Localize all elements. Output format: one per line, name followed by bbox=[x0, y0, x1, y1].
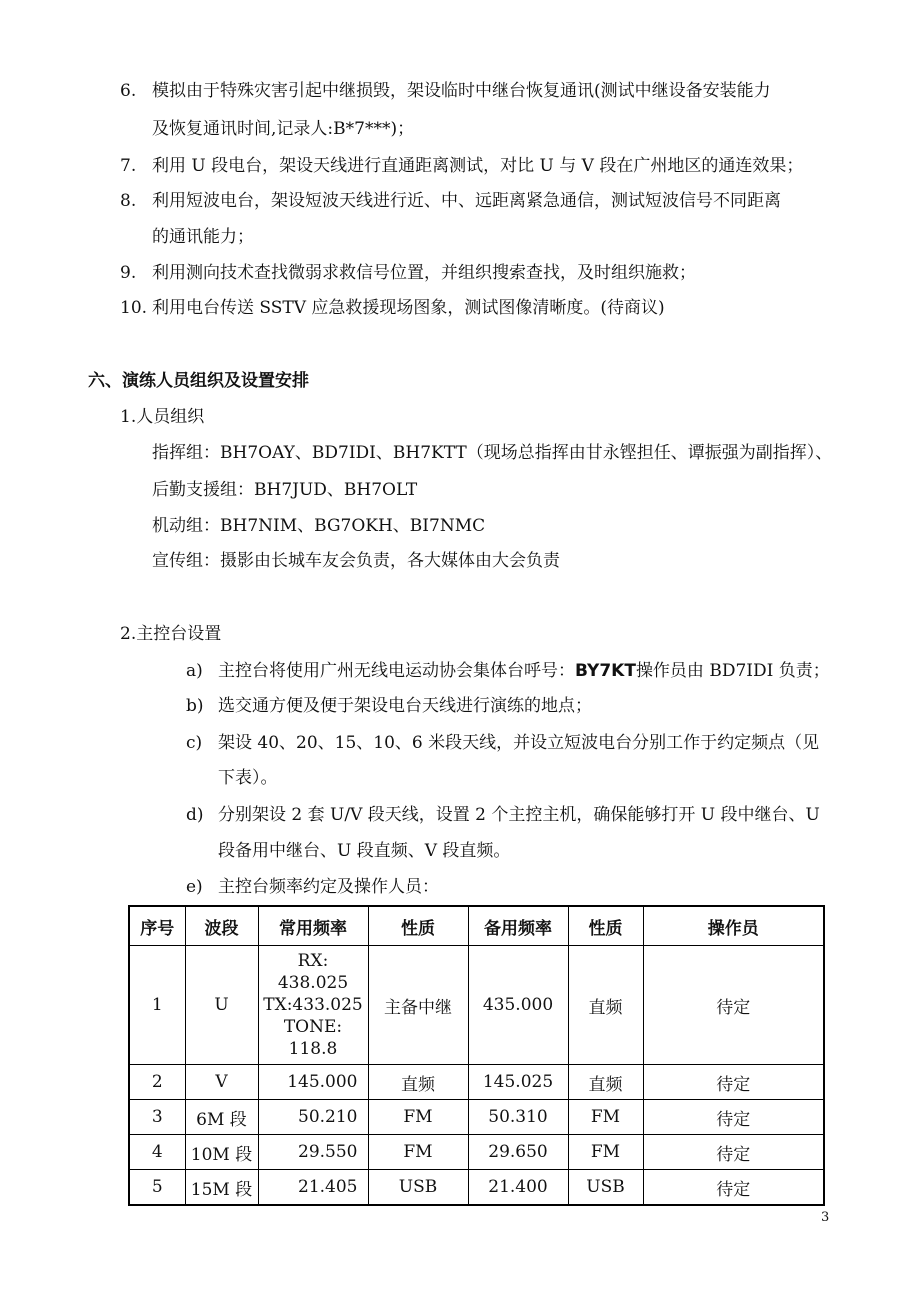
cell-no: 3 bbox=[129, 1100, 185, 1135]
item-label-b: b) bbox=[186, 696, 204, 716]
cell-backup-freq: 29.650 bbox=[468, 1135, 568, 1170]
freq-line: TONE: bbox=[283, 1017, 343, 1037]
cell-operator: 待定 bbox=[643, 1100, 824, 1135]
cell-backup-freq: 435.000 bbox=[468, 946, 568, 1065]
list-item-number: 9. bbox=[120, 263, 137, 283]
personnel-line-mobile: 机动组：BH7NIM、BG7OKH、BI7NMC bbox=[152, 516, 486, 536]
table-row bbox=[129, 1065, 824, 1100]
cell-nature: USB bbox=[368, 1170, 468, 1206]
header-nature-2: 性质 bbox=[568, 906, 643, 946]
freq-line: 118.8 bbox=[288, 1039, 338, 1059]
list-item-text: 利用测向技术查找微弱求救信号位置，并组织搜索查找，及时组织施救； bbox=[152, 263, 696, 283]
table-row bbox=[129, 1170, 824, 1206]
cell-nature-2: USB bbox=[568, 1170, 643, 1206]
item-a-text-before: 主控台将使用广州无线电运动协会集体台呼号： bbox=[218, 661, 575, 681]
table-header-row bbox=[129, 906, 824, 946]
table-row bbox=[129, 1100, 824, 1135]
item-label-d: d) bbox=[186, 805, 204, 825]
personnel-line-logistics: 后勤支援组：BH7JUD、BH7OLT bbox=[152, 480, 418, 500]
cell-nature-2: FM bbox=[568, 1135, 643, 1170]
cell-operator: 待定 bbox=[643, 1135, 824, 1170]
cell-operator: 待定 bbox=[643, 1170, 824, 1206]
cell-nature: 直频 bbox=[368, 1065, 468, 1100]
item-text-a bbox=[218, 660, 830, 682]
cell-operator: 待定 bbox=[643, 1065, 824, 1100]
item-text-b: 选交通方便及便于架设电台天线进行演练的地点； bbox=[218, 696, 592, 716]
freq-line: 438.025 bbox=[277, 973, 349, 993]
list-item-text: 利用 U 段电台，架设天线进行直通距离测试，对比 U 与 V 段在广州地区的通连效果； bbox=[152, 156, 804, 176]
header-operator: 操作员 bbox=[643, 906, 824, 946]
cell-nature-2: FM bbox=[568, 1100, 643, 1135]
item-label-a: a) bbox=[186, 661, 203, 681]
freq-line: TX:433.025 bbox=[263, 995, 363, 1015]
cell-nature: FM bbox=[368, 1100, 468, 1135]
personnel-line-command: 指挥组：BH7OAY、BD7IDI、BH7KTT（现场总指挥由甘永铿担任、谭振强为副指挥）、 bbox=[152, 443, 833, 463]
cell-no: 5 bbox=[129, 1170, 185, 1206]
frequency-table bbox=[128, 905, 825, 1206]
cell-nature-2: 直频 bbox=[568, 946, 643, 1065]
cell-backup-freq: 50.310 bbox=[468, 1100, 568, 1135]
list-item-text: 及恢复通讯时间,记录人:B*7***)； bbox=[152, 119, 415, 139]
list-item-number: 8. bbox=[120, 191, 137, 211]
cell-no: 2 bbox=[129, 1065, 185, 1100]
section-heading: 六、演练人员组织及设置安排 bbox=[88, 371, 309, 391]
cell-nature: FM bbox=[368, 1135, 468, 1170]
header-common-freq: 常用频率 bbox=[258, 906, 368, 946]
item-text-e: 主控台频率约定及操作人员： bbox=[218, 877, 439, 897]
cell-backup-freq: 21.400 bbox=[468, 1170, 568, 1206]
cell-no: 4 bbox=[129, 1135, 185, 1170]
cell-band: 15M 段 bbox=[185, 1170, 258, 1206]
header-backup-freq: 备用频率 bbox=[468, 906, 568, 946]
cell-common-freq: 21.405 bbox=[258, 1170, 368, 1206]
list-item-text: 的通讯能力； bbox=[152, 227, 254, 247]
cell-band: 6M 段 bbox=[185, 1100, 258, 1135]
cell-operator: 待定 bbox=[643, 946, 824, 1065]
page-number: 3 bbox=[821, 1210, 830, 1225]
list-item-text: 模拟由于特殊灾害引起中继损毁，架设临时中继台恢复通讯(测试中继设备安装能力 bbox=[152, 81, 771, 101]
header-nature: 性质 bbox=[368, 906, 468, 946]
item-text-d: 段备用中继台、U 段直频、V 段直频。 bbox=[218, 841, 511, 861]
list-item-text: 利用短波电台，架设短波天线进行近、中、远距离紧急通信，测试短波信号不同距离 bbox=[152, 191, 781, 211]
item-text-d: 分别架设 2 套 U/V 段天线，设置 2 个主控主机，确保能够打开 U 段中继台、U bbox=[218, 805, 820, 825]
list-item-number: 10. bbox=[120, 298, 148, 318]
list-item-number: 7. bbox=[120, 156, 137, 176]
item-label-c: c) bbox=[186, 733, 203, 753]
item-a-text-after: 操作员由 BD7IDI 负责； bbox=[635, 661, 830, 681]
subsection-title-personnel: 1.人员组织 bbox=[120, 407, 205, 427]
cell-band: 10M 段 bbox=[185, 1135, 258, 1170]
cell-nature-2: 直频 bbox=[568, 1065, 643, 1100]
cell-no: 1 bbox=[129, 946, 185, 1065]
cell-common-freq: 29.550 bbox=[258, 1135, 368, 1170]
freq-line: RX: bbox=[297, 951, 329, 971]
cell-band: V bbox=[185, 1065, 258, 1100]
header-no: 序号 bbox=[129, 906, 185, 946]
cell-nature: 主备中继 bbox=[368, 946, 468, 1065]
cell-common-freq bbox=[258, 946, 368, 1065]
item-label-e: e) bbox=[186, 877, 203, 897]
item-text-c: 下表）。 bbox=[218, 768, 278, 788]
list-item-number: 6. bbox=[120, 81, 137, 101]
item-text-c: 架设 40、20、15、10、6 米段天线，并设立短波电台分别工作于约定频点（见 bbox=[218, 733, 820, 753]
cell-backup-freq: 145.025 bbox=[468, 1065, 568, 1100]
cell-band: U bbox=[185, 946, 258, 1065]
personnel-line-publicity: 宣传组：摄影由长城车友会负责，各大媒体由大会负责 bbox=[152, 551, 560, 571]
cell-common-freq: 50.210 bbox=[258, 1100, 368, 1135]
list-item-text: 利用电台传送 SSTV 应急救援现场图象，测试图像清晰度。(待商议) bbox=[152, 298, 665, 318]
callsign: BY7KT bbox=[575, 661, 636, 681]
cell-common-freq: 145.000 bbox=[258, 1065, 368, 1100]
header-band: 波段 bbox=[185, 906, 258, 946]
table-row bbox=[129, 946, 824, 1065]
subsection-title-main-station: 2.主控台设置 bbox=[120, 624, 222, 644]
table-row bbox=[129, 1135, 824, 1170]
